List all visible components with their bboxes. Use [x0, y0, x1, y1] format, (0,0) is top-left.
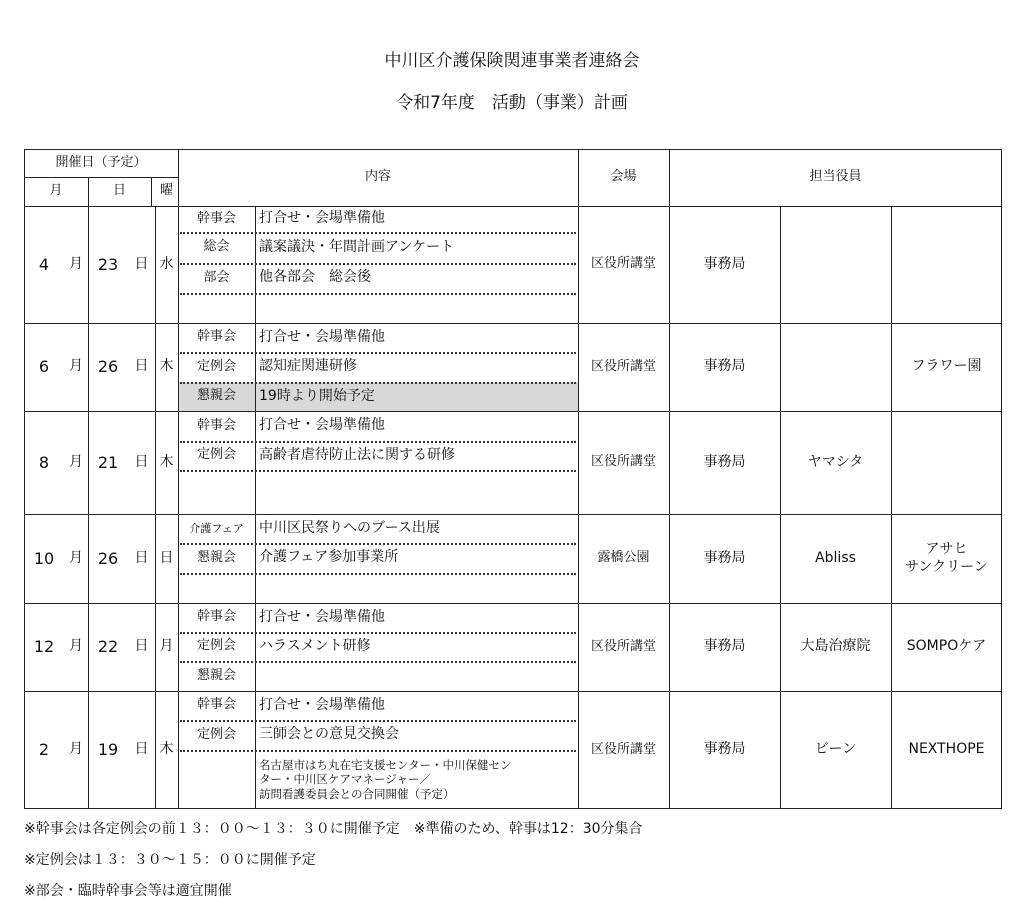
event-description: 打合せ・会場準備他: [259, 417, 385, 434]
event-type: [178, 750, 255, 809]
day-unit: 日: [134, 453, 149, 470]
event-type: 定例会: [196, 726, 236, 742]
event-type: 定例会: [196, 638, 236, 654]
event-description: 打合せ・会場準備他: [259, 210, 385, 227]
weekday-value: 水: [159, 255, 174, 272]
event-type: 幹事会: [196, 609, 236, 625]
month-value: 8: [38, 452, 50, 472]
month-unit: 月: [69, 453, 83, 470]
header-date-group: 開催日（予定）: [55, 154, 147, 170]
event-type: 懇親会: [196, 549, 236, 565]
event-description: [255, 470, 578, 514]
venue-value: 区役所講堂: [590, 256, 656, 272]
header-staff: 担当役員: [809, 169, 862, 185]
event-type: 介護フェア: [189, 521, 244, 535]
month-value: 12: [33, 637, 55, 656]
event-description: [255, 293, 578, 323]
note-line: ※幹事会は各定例会の前１３：００～１３：３０に開催予定 ※準備のため、幹事は12：30分集合: [24, 821, 643, 837]
header-venue: 会場: [610, 169, 637, 185]
weekday-value: 月: [159, 638, 174, 655]
day-unit: 日: [134, 255, 149, 272]
event-type: 部会: [203, 269, 230, 285]
staff-2: 大島治療院: [800, 638, 871, 655]
divider: [151, 177, 152, 206]
day-unit: 日: [134, 638, 149, 655]
event-type: [178, 293, 255, 323]
event-type: 懇親会: [196, 667, 236, 683]
header-content: 内容: [364, 169, 391, 185]
staff-3: [891, 411, 1002, 514]
event-description: 認知症関連研修: [259, 358, 357, 375]
day-value: 19: [97, 740, 119, 759]
event-type: [178, 470, 255, 514]
header-weekday: 曜: [159, 183, 173, 199]
note-line: ※部会・臨時幹事会等は適宜開催: [24, 883, 232, 899]
staff-3: アサヒ サンクリーン: [905, 541, 988, 575]
venue-value: 区役所講堂: [590, 741, 656, 757]
venue-value: 区役所講堂: [590, 638, 656, 654]
day-value: 22: [97, 637, 119, 656]
staff-1: 事務局: [703, 453, 746, 470]
staff-1: 事務局: [703, 358, 746, 375]
event-description: 名古屋市はち丸在宅支援センター・中川保健セン ター・中川区ケアマネージャー／ 訪問看護委員会との合同開催（予定）: [259, 757, 512, 801]
weekday-value: 木: [159, 453, 174, 470]
event-type: 幹事会: [196, 417, 236, 433]
event-description: 三師会との意見交換会: [259, 726, 399, 743]
month-value: 10: [33, 548, 55, 568]
staff-3: [891, 206, 1002, 323]
month-unit: 月: [69, 741, 83, 758]
staff-1: 事務局: [703, 255, 746, 272]
staff-3: SOMPOケア: [906, 638, 987, 655]
staff-3: NEXTHOPE: [908, 741, 985, 758]
venue-value: 区役所講堂: [590, 454, 656, 470]
event-description: 打合せ・会場準備他: [259, 696, 385, 713]
document-title: 中川区介護保険関連事業者連絡会: [384, 51, 640, 71]
event-type: [178, 573, 255, 603]
event-description: [255, 661, 578, 691]
day-value: 21: [97, 452, 119, 472]
event-description: 他各部会 総会後: [259, 269, 371, 286]
event-type: 定例会: [196, 447, 236, 463]
weekday-value: 日: [159, 549, 174, 566]
staff-2: Abliss: [815, 549, 856, 566]
day-value: 26: [97, 357, 119, 376]
event-description: 中川区民祭りへのブース出展: [259, 519, 440, 536]
staff-3: フラワー園: [911, 358, 982, 375]
event-description: 高齢者虐待防止法に関する研修: [259, 446, 455, 463]
event-type: 定例会: [196, 358, 236, 374]
weekday-value: 木: [159, 358, 174, 375]
day-value: 26: [97, 548, 119, 568]
staff-1: 事務局: [703, 638, 746, 655]
event-description: 打合せ・会場準備他: [259, 608, 385, 625]
day-unit: 日: [134, 549, 149, 566]
event-type: 総会: [203, 239, 230, 255]
staff-2: [780, 206, 891, 323]
month-unit: 月: [69, 549, 83, 566]
header-month: 月: [49, 183, 63, 199]
staff-1: 事務局: [703, 741, 746, 758]
event-description: 19時より開始予定: [259, 387, 375, 404]
staff-1: 事務局: [703, 549, 746, 566]
day-unit: 日: [134, 741, 149, 758]
day-unit: 日: [134, 358, 149, 375]
note-line: ※定例会は１３：３０～１５：００に開催予定: [24, 852, 316, 868]
month-value: 4: [38, 254, 50, 274]
month-value: 6: [38, 357, 50, 376]
event-description: [255, 573, 578, 603]
event-type: 幹事会: [196, 329, 236, 345]
venue-value: 区役所講堂: [590, 358, 656, 374]
event-type: 幹事会: [196, 210, 236, 226]
staff-2: ヤマシタ: [807, 453, 864, 470]
document-subtitle: 令和7年度 活動（事業）計画: [396, 93, 628, 113]
event-description: 打合せ・会場準備他: [259, 328, 385, 345]
event-description: 介護フェア参加事業所: [259, 549, 399, 566]
header-day: 日: [112, 183, 126, 199]
month-unit: 月: [69, 358, 83, 375]
staff-2: [780, 323, 891, 411]
month-value: 2: [38, 740, 50, 759]
event-type: 懇親会: [196, 388, 236, 404]
month-unit: 月: [69, 638, 83, 655]
venue-value: 露橋公園: [597, 550, 650, 566]
weekday-value: 木: [159, 741, 174, 758]
event-description: 議案議決・年間計画アンケート: [259, 238, 455, 255]
month-unit: 月: [69, 255, 83, 272]
day-value: 23: [97, 254, 119, 274]
event-type: 幹事会: [196, 697, 236, 713]
staff-2: ビーン: [814, 741, 857, 758]
event-description: ハラスメント研修: [259, 637, 371, 654]
